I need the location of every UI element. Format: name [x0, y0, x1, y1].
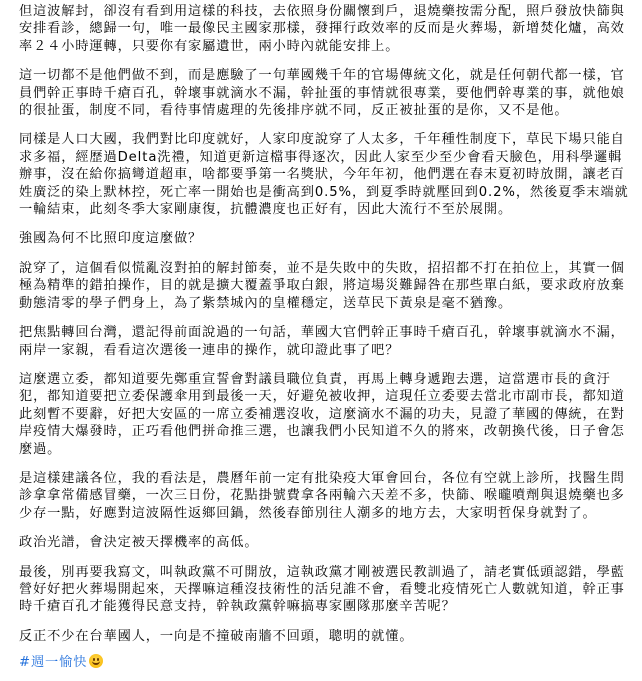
smiling-face-icon	[89, 654, 103, 668]
post-paragraph-9: 政治光譜，會決定被天擇機率的高低。	[19, 535, 259, 551]
post-paragraph-5: 說穿了，這個看似慌亂沒對拍的解封節奏，並不是失敗中的失敗，招招都不打在拍位上，其實一個極為精準的錯拍操作，目的就是擴大覆蓋爭取白銀，將這場災難歸咎在那些單白紙，要求政府放棄動態清零的學子們身上，為了紫禁城內的皇權穩定，送草民下黃泉是毫不猶豫。	[19, 260, 625, 311]
post-paragraph-1: 但這波解封，卻沒有看到用這樣的科技，去依照身份關懷到戶，退燒藥按需分配，照戶發放快篩與安排看診，總歸一句，唯一最像民主國家那樣，發揮行政效率的反而是火葬場，新增焚化爐，高效率２４小時運轉，只要你有家屬遺世，兩小時內就能安排上。	[19, 4, 625, 54]
hashtag-row	[19, 654, 632, 672]
post-paragraph-3: 同樣是人口大國，我們對比印度就好，人家印度說穿了人太多，千年種性制度下，草民下場只能自求多福，經歷過Delta洗禮，知道更新這檔事得逐次，因此人家至少至少會看天臉色，用科學邏輯辦事，沒在給你搞彎道超車，啥都要爭第一名獎狀，今年年初，他們選在春末夏初時放開，讓老百姓廣泛的染上默林控，死亡率一開始也是衝高到0.5%，到夏季時就壓回到0.2%，然後夏季末端就一輪結束，此刻冬季大家剛康復，抗體濃度也正好有，因此大流行不至於展開。	[19, 132, 629, 218]
post-paragraph-11: 反正不少在台華國人，一向是不撞破南牆不回頭，聰明的就懂。	[19, 628, 414, 644]
post-paragraph-7: 這麼選立委，都知道要先鄭重宣誓會對議員職位負責，再馬上轉身遞跑去選，這當選市長的貪汙犯，都知道要把立委保護傘用到最後一天，好避免被收押，這現任立委要去當北市副市長，都知道此刻暫不要辭，好把大安區的一席立委補選沒收，這麼滴水不漏的功夫，見證了華國的傳統，在對岸疫情大爆發時，正巧看他們拼命推三選，也讓我們小民知道不久的將來，改朝換代後，日子會怎麼過。	[19, 371, 625, 457]
hashtag-link[interactable]: #週一愉快	[19, 655, 88, 671]
post-paragraph-8: 是這樣建議各位，我的看法是，農曆年前一定有批染疫大軍會回台，各位有空就上診所，找醫生問診拿拿常備感冒藥，一次三日份，花點掛號費拿各兩輪六天差不多，快篩、喉曨噴劑與退燒藥也多少存一點，好應對這波隔性返鄉回鍋，然後春節別往人潮多的地方去，大家明哲保身就對了。	[19, 470, 625, 521]
post-paragraph-2: 這一切都不是他們做不到，而是應驗了一句華國幾千年的官場傳統文化，就是任何朝代都一樣，官員們幹正事時千瘡百孔，幹壞事就滴水不漏，幹扯蛋的事情就很專業，要他們幹專業的事，就他娘的很扯蛋，制度不同，看待事情處理的先後排序就不同，反正被扯蛋的是你，又不是他。	[19, 68, 625, 119]
post-paragraph-4: 強國為何不比照印度這麼做？	[19, 231, 203, 247]
post-paragraph-6: 把焦點轉回台灣，還記得前面說過的一句話，華國大官們幹正事時千瘡百孔，幹壞事就滴水不漏，兩岸一家親，看看這次選後一連串的操作，就印證此事了吧？	[19, 325, 625, 358]
post-paragraph-10: 最後，別再要我寫文，叫執政黨不可開放，這執政黨才剛被選民教訓過了，請老實低頭認錯，學藍營好好把火葬場開起來，天擇嘛這種沒技術性的活兒誰不會，看雙北疫情死亡人數就知道，幹正事時千瘡百孔才能獲得民意支持，幹執政黨幹嘛搞專家團隊那麼辛苦呢？	[19, 564, 625, 615]
